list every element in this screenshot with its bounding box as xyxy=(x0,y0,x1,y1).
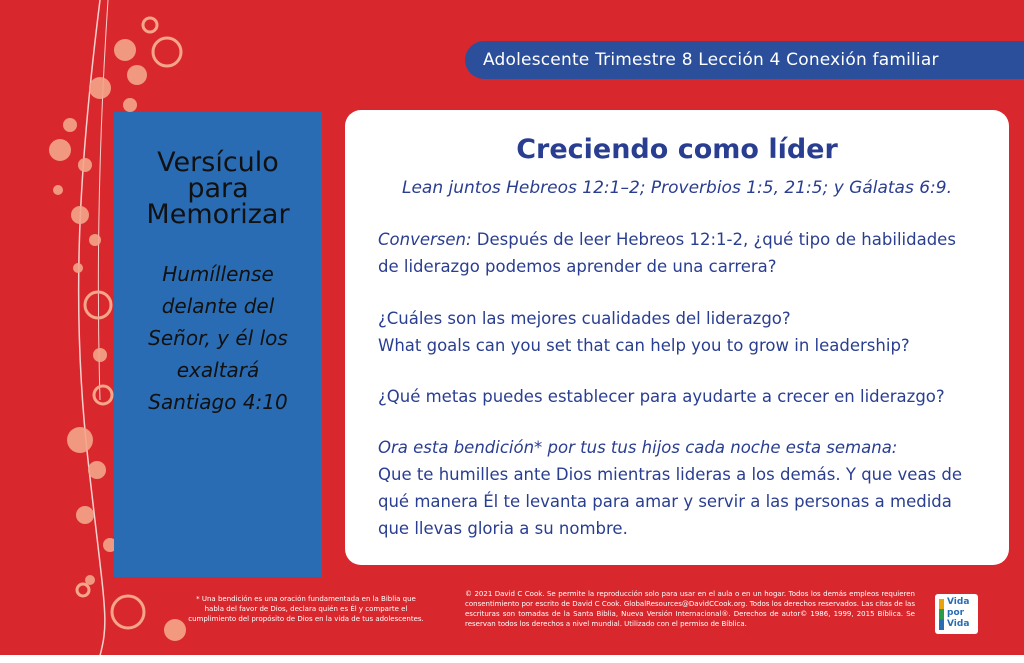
goals-question: ¿Qué metas puedes establecer para ayudarte a crecer en liderazgo? xyxy=(378,387,945,406)
blessing-text: que llevas gloria a su nombre. xyxy=(378,519,628,538)
discussion-text: Después de leer Hebreos 12:1-2, ¿qué tipo de habilidades xyxy=(471,230,956,249)
qualities-text: ¿Cuáles son las mejores cualidades del liderazgo? xyxy=(378,309,791,328)
memory-verse-title-line: Versículo xyxy=(157,147,279,178)
memory-verse-line: exaltará xyxy=(176,358,260,382)
logo-line: por xyxy=(947,608,965,618)
blessing-text: Que te humilles ante Dios mientras lideras a los demás. Y que veas de xyxy=(378,465,963,484)
memory-verse-line: delante del xyxy=(161,294,275,318)
card-subtitle: Lean juntos Hebreos 12:1–2; Proverbios 1:5, 21:5; y Gálatas 6:9. xyxy=(402,178,952,198)
card-title: Creciendo como líder xyxy=(516,134,838,165)
goals-paragraph xyxy=(378,383,978,410)
bottom-strip xyxy=(0,655,1024,663)
blessing-label: Ora esta bendición* por tus tus hijos cada noche esta semana: xyxy=(378,438,898,457)
goals-text: What goals can you set that can help you to grow in leadership? xyxy=(378,336,910,355)
qualities-paragraph xyxy=(378,305,978,359)
discussion-paragraph xyxy=(378,226,978,280)
memory-verse-reference: Santiago 4:10 xyxy=(148,390,288,414)
discussion-text: de liderazgo podemos aprender de una carrera? xyxy=(378,257,777,276)
blessing-paragraph xyxy=(378,434,978,542)
memory-verse-line: Señor, y él los xyxy=(148,326,288,350)
blessing-footnote: * Una bendición es una oración fundamentada en la Biblia que habla del favor de Dios, declara quién es Él y comparte el cumplimiento del propósito de Dios en la vida de tus adolescentes. xyxy=(188,595,424,623)
logo-line: Vida xyxy=(947,619,970,629)
memory-verse-line: Humíllense xyxy=(162,262,274,286)
vida-por-vida-logo xyxy=(935,594,978,634)
memory-verse-title-line: Memorizar xyxy=(146,199,290,230)
logo-line: Vida xyxy=(947,597,970,607)
logo-text xyxy=(947,597,969,630)
memory-verse-title-line: para xyxy=(187,173,249,204)
discussion-label: Conversen: xyxy=(378,230,472,249)
copyright-notice: © 2021 David C Cook. Se permite la reproducción solo para usar en el aula o en un hogar. Todos los demás empleos requieren consentimiento por escrito de David C Cook. GlobalResources@DavidCCook.org. Todos los derechos reservados. Las citas de las escrituras son tomadas de la Santa Biblia, Nueva Versión Internacional®. Derechos de autor© 1986, 1999, 2015 Bíblica. Se reservan todos los derechos a nivel mundial. Utilizado con el permiso de Bíblica. xyxy=(465,590,915,628)
discussion-card xyxy=(345,110,1009,565)
lesson-header-bar xyxy=(465,41,1024,79)
logo-color-bar xyxy=(939,599,944,630)
memory-verse-title xyxy=(114,147,322,230)
memory-verse-panel xyxy=(114,112,322,577)
lesson-header-label: Adolescente Trimestre 8 Lección 4 Conexión familiar xyxy=(483,50,939,70)
blessing-text: qué manera Él te levanta para amar y servir a las personas a medida xyxy=(378,492,952,511)
memory-verse-text xyxy=(114,258,322,418)
